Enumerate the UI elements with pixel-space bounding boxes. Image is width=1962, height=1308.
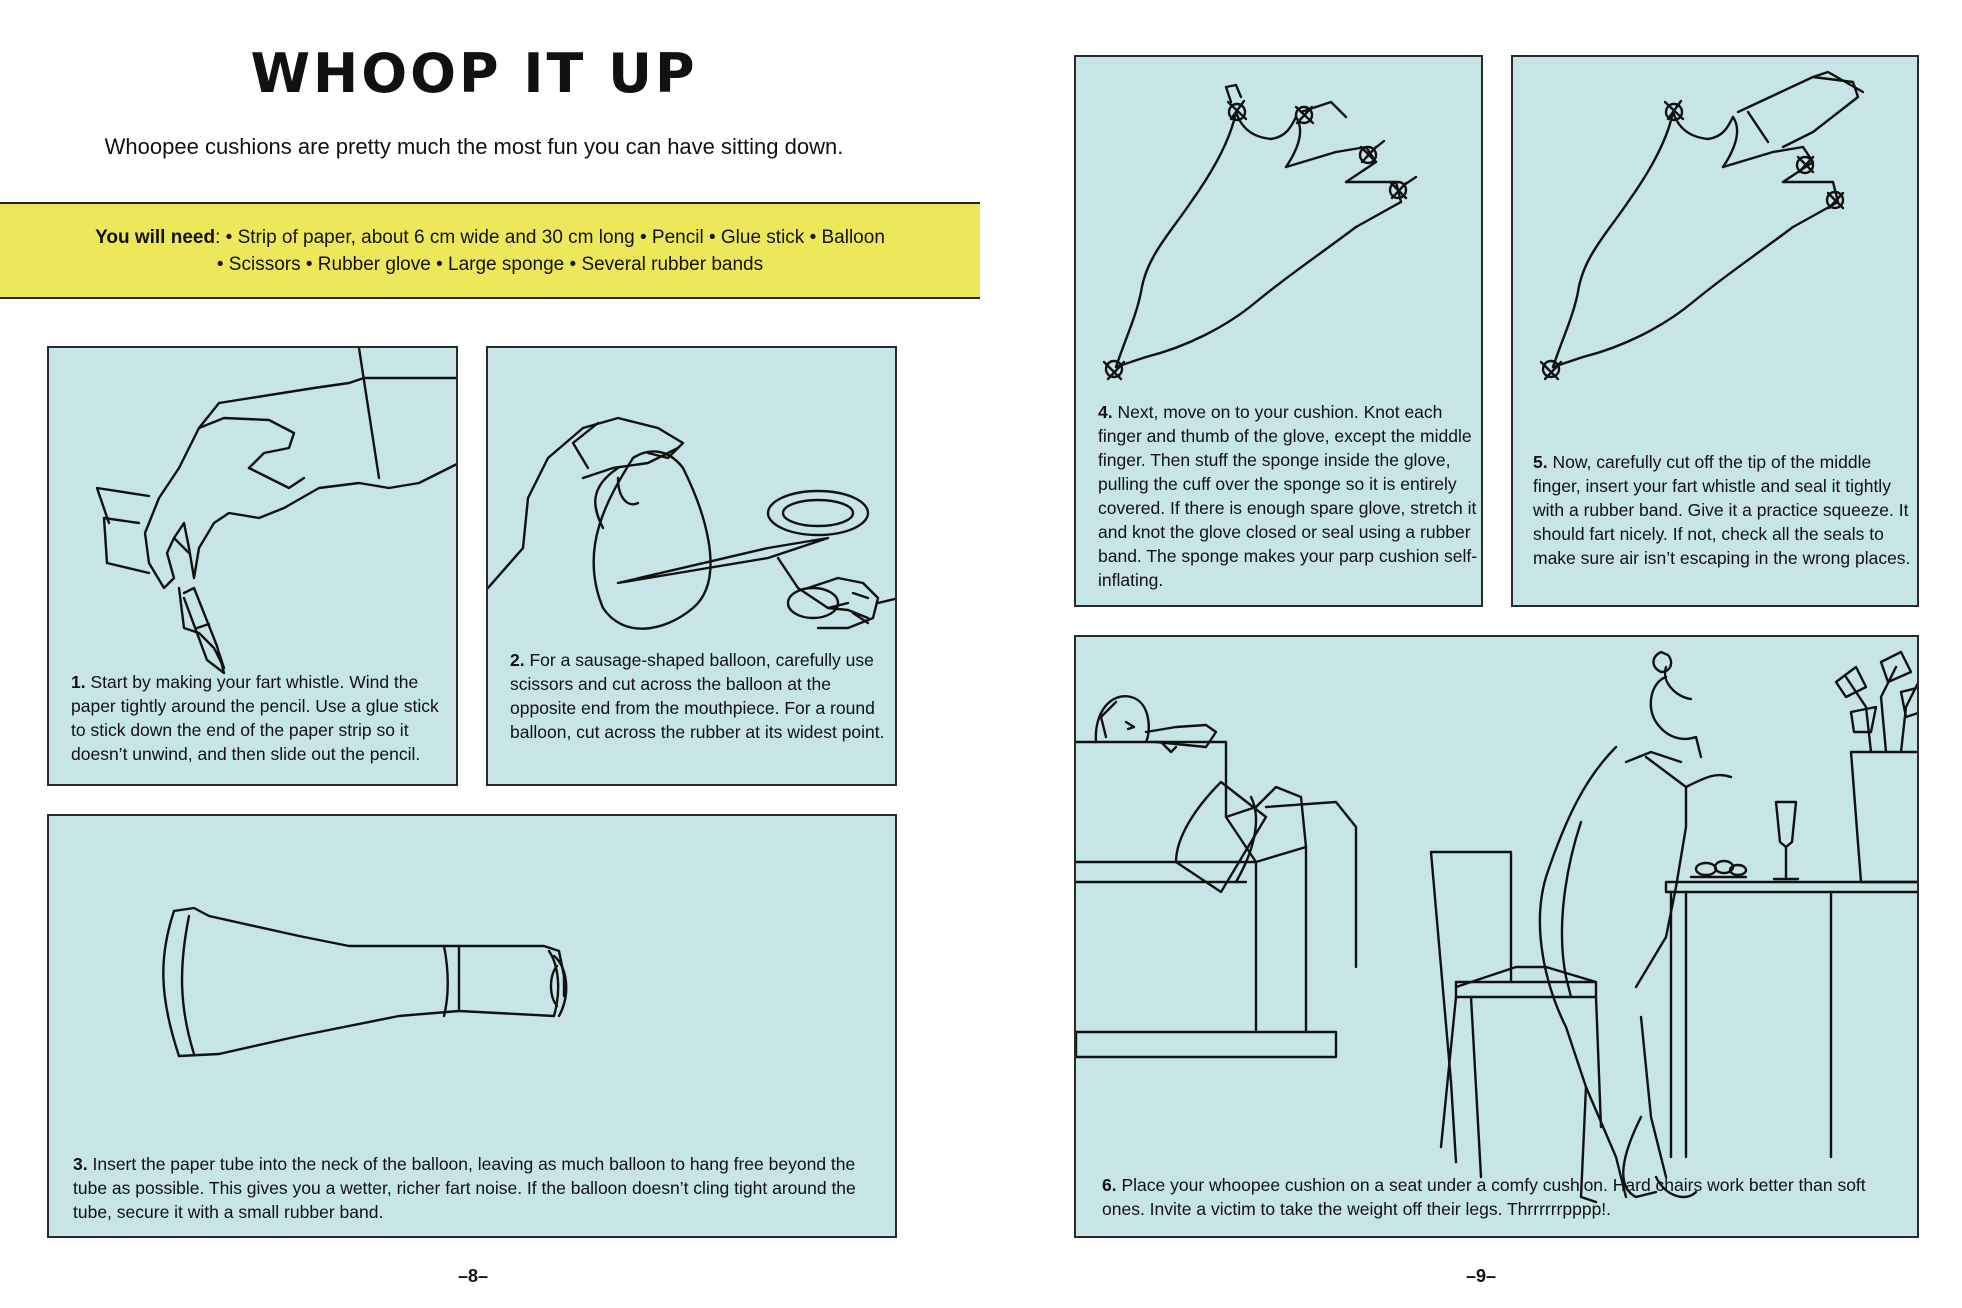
step-3-caption: [73, 1152, 888, 1224]
page-number-left: –8–: [458, 1266, 489, 1286]
step-1-caption: [71, 670, 451, 766]
step-5-number: 5.: [1533, 452, 1548, 472]
living-room-scene-illustration: [1076, 637, 1919, 1238]
step-1-text: Start by making your fart whistle. Wind the paper tightly around the pencil. Use a glue stick to stick down the end of the paper strip so it doesn’t unwind, and then slide out the pencil.: [71, 672, 439, 764]
step-6-caption: [1102, 1173, 1902, 1221]
step-2-panel: [486, 346, 897, 786]
step-4-panel: [1074, 55, 1483, 607]
step-5-panel: [1511, 55, 1919, 607]
step-3-panel: [47, 814, 897, 1238]
intro-text: Whoopee cushions are pretty much the most fun you can have sitting down.: [104, 134, 844, 159]
page-title: WHOOP IT UP: [250, 42, 698, 105]
materials-line-2: • Scissors • Rubber glove • Large sponge • Several rubber bands: [216, 253, 764, 275]
step-1-panel: [47, 346, 458, 786]
step-6-panel: [1074, 635, 1919, 1238]
step-2-number: 2.: [510, 650, 525, 670]
step-5-caption: [1533, 450, 1918, 570]
step-3-number: 3.: [73, 1154, 88, 1174]
materials-banner: [0, 202, 980, 299]
step-6-text: Place your whoopee cushion on a seat under a comfy cushion. Hard chairs work better than soft ones. Invite a victim to take the weight off their legs. Thrrrrrrpppp!.: [1102, 1175, 1866, 1219]
materials-line-1: : • Strip of paper, about 6 cm wide and 30 cm long • Pencil • Glue stick • Balloon: [215, 226, 885, 248]
step-4-caption: [1098, 400, 1483, 592]
materials-label: You will need: [95, 226, 216, 248]
step-5-text: Now, carefully cut off the tip of the middle finger, insert your fart whistle and seal it tightly with a rubber band. Give it a practice squeeze. It should fart nicely. If not, check all the seals to make sure air isn’t escaping in the wrong places.: [1533, 452, 1911, 568]
step-6-number: 6.: [1102, 1175, 1117, 1195]
step-1-number: 1.: [71, 672, 86, 692]
step-3-text: Insert the paper tube into the neck of the balloon, leaving as much balloon to hang free beyond the tube as possible. This gives you a wetter, richer fart noise. If the balloon doesn’t cling tight around the tube, secure it with a small rubber band.: [73, 1154, 856, 1222]
page-number-right: –9–: [1466, 1266, 1497, 1286]
step-4-number: 4.: [1098, 402, 1113, 422]
step-2-text: For a sausage-shaped balloon, carefully use scissors and cut across the balloon at the opposite end from the mouthpiece. For a round balloon, cut across the rubber at its widest point.: [510, 650, 885, 742]
step-4-text: Next, move on to your cushion. Knot each finger and thumb of the glove, except the middle finger. Then stuff the sponge inside the glove, pulling the cuff over the sponge so it is entirely covered. If there is enough spare glove, stretch it and knot the glove closed or seal using a rubber band. The sponge makes your parp cushion self-inflating.: [1098, 402, 1478, 590]
step-2-caption: [510, 648, 890, 744]
